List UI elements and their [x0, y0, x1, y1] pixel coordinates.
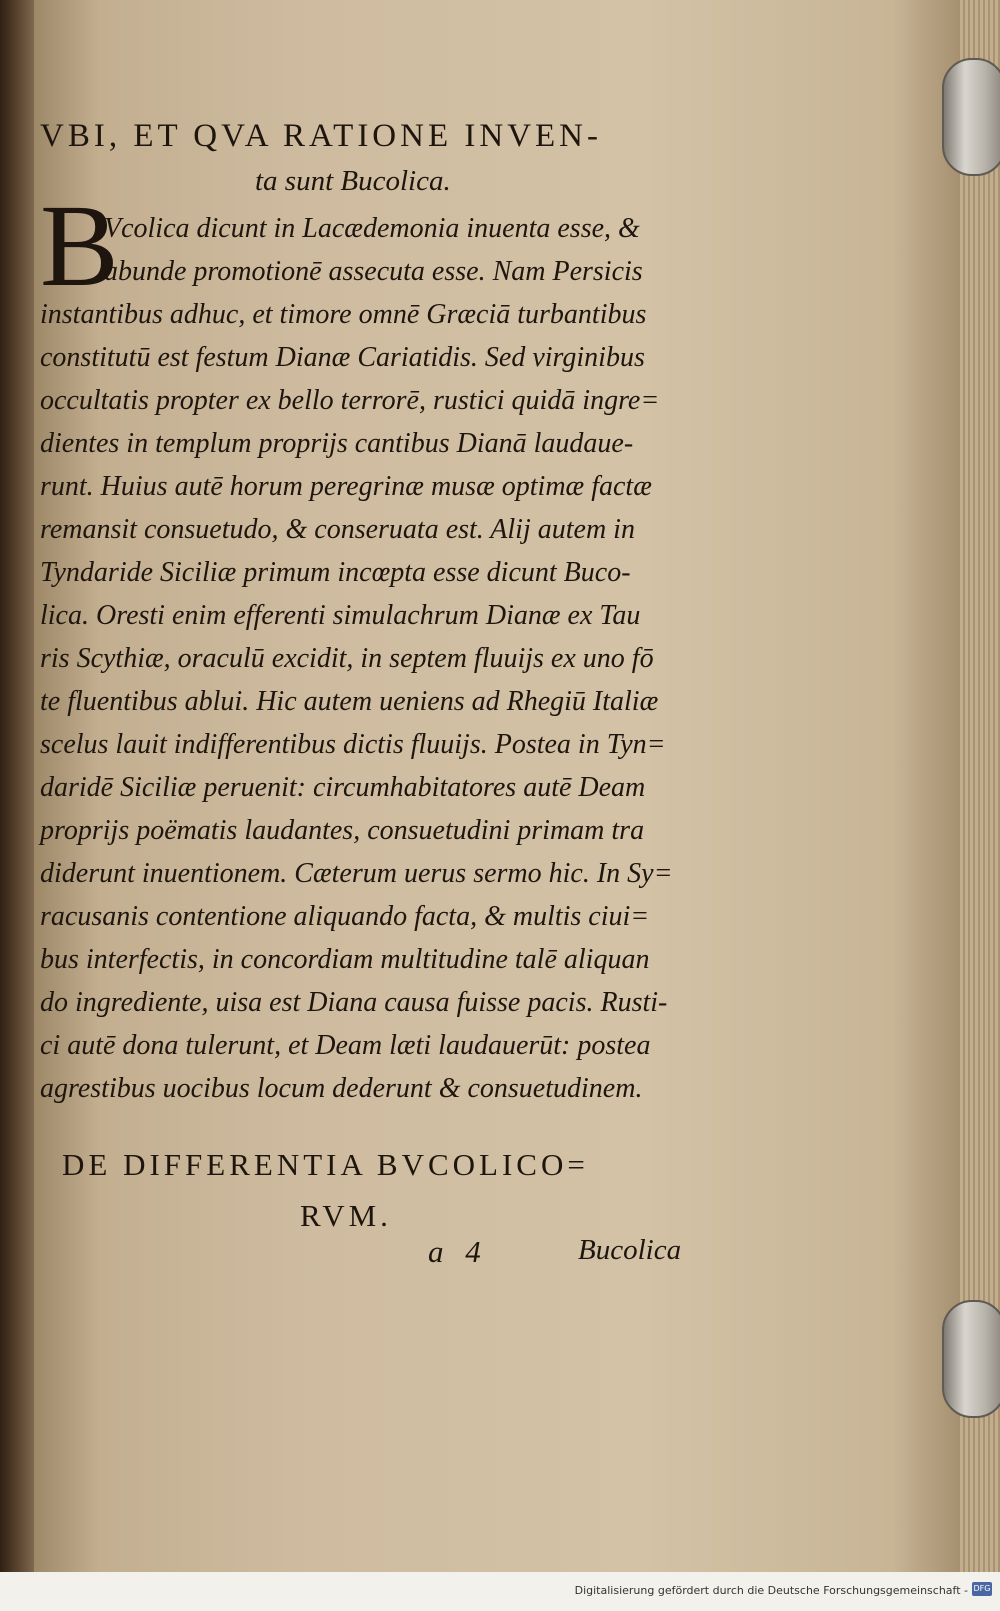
- body-line: ris Scythiæ, oraculū excidit, in septem fluuijs ex uno fō: [40, 643, 654, 674]
- body-line: Tyndaride Siciliæ primum incœpta esse dicunt Buco-: [40, 557, 631, 588]
- body-line: ci autē dona tulerunt, et Deam læti laudauerūt: postea: [40, 1030, 651, 1061]
- body-line: bus interfectis, in concordiam multitudine talē aliquan: [40, 944, 650, 975]
- digitization-footer: [0, 1572, 1000, 1611]
- body-line: scelus lauit indifferentibus dictis fluuijs. Postea in Tyn=: [40, 729, 666, 760]
- signature-mark: a 4: [428, 1234, 481, 1269]
- section-heading-continuation: RVM.: [300, 1198, 392, 1233]
- chapter-heading-continuation: ta sunt Bucolica.: [255, 165, 451, 197]
- body-line: instantibus adhuc, et timore omnē Græciā turbantibus: [40, 299, 647, 330]
- body-line: agrestibus uocibus locum dederunt & consuetudinem.: [40, 1073, 643, 1104]
- body-line: te fluentibus ablui. Hic autem ueniens ad Rhegiū Italiæ: [40, 686, 659, 717]
- body-line: daridē Siciliæ peruenit: circumhabitatores autē Deam: [40, 772, 646, 803]
- body-line: abunde promotionē assecuta esse. Nam Persicis: [104, 256, 643, 287]
- body-line: Vcolica dicunt in Lacædemonia inuenta esse, &: [104, 213, 640, 244]
- body-line: constitutū est festum Dianæ Cariatidis. Sed virginibus: [40, 342, 645, 373]
- chapter-heading: VBI, ET QVA RATIONE INVEN-: [40, 118, 603, 154]
- body-line: dientes in templum proprijs cantibus Dianā laudaue-: [40, 428, 634, 459]
- section-heading: DE DIFFERENTIA BVCOLICO=: [62, 1147, 589, 1182]
- dfg-logo-icon: DFG: [972, 1582, 992, 1596]
- drop-initial: B: [40, 180, 119, 311]
- body-line: proprijs poëmatis laudantes, consuetudini primam tra: [40, 815, 645, 846]
- funding-credit: Digitalisierung gefördert durch die Deutsche Forschungsgemeinschaft -: [574, 1584, 968, 1597]
- body-line: occultatis propter ex bello terrorē, rustici quidā ingre=: [40, 385, 660, 416]
- body-line: runt. Huius autē horum peregrinæ musæ optimæ factæ: [40, 471, 652, 502]
- body-line: do ingrediente, uisa est Diana causa fuisse pacis. Rusti-: [40, 987, 668, 1018]
- body-line: lica. Oresti enim efferenti simulachrum Dianæ ex Tau: [40, 600, 641, 631]
- catchword: Bucolica: [578, 1234, 682, 1266]
- body-line: diderunt inuentionem. Cæterum uerus sermo hic. In Sy=: [40, 858, 673, 889]
- body-line: racusanis contentione aliquando facta, & multis ciui=: [40, 901, 650, 932]
- body-line: remansit consuetudo, & conseruata est. Alij autem in: [40, 514, 635, 545]
